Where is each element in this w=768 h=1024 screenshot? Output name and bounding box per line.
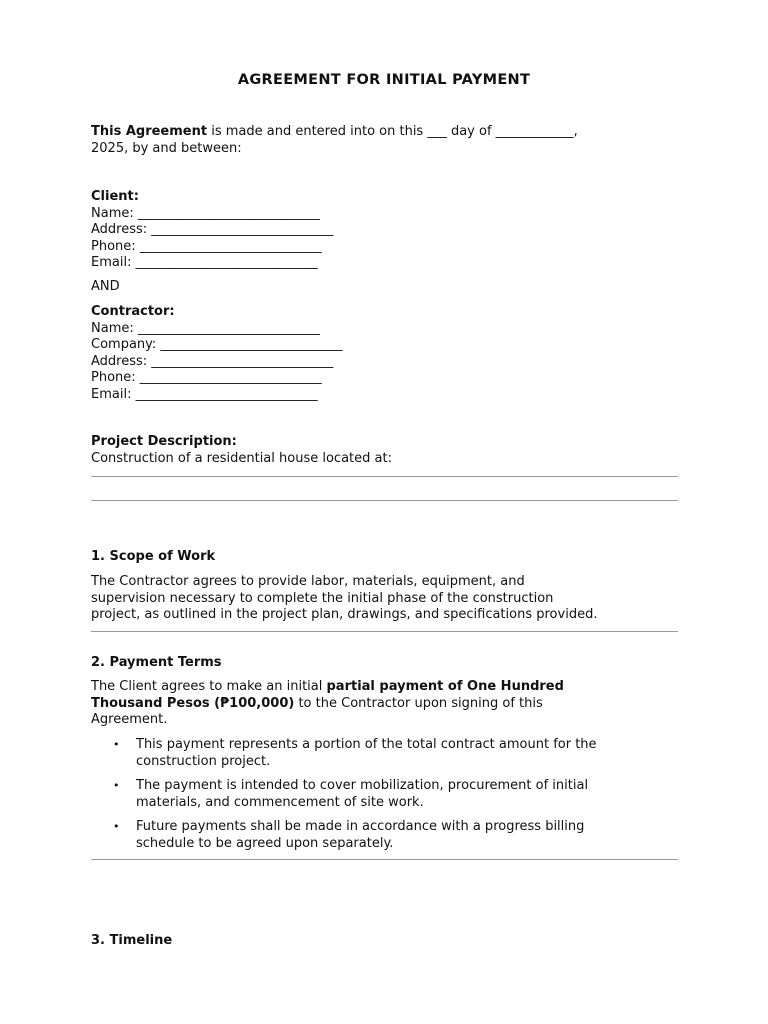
contractor-phone-field: Phone: ____________________________: [91, 370, 322, 385]
intro-paragraph: [91, 124, 681, 157]
contractor-name-field: Name: ____________________________: [91, 320, 320, 336]
address-blank-line-2: [91, 500, 678, 501]
bullet-icon: •: [113, 779, 120, 792]
list-item: [91, 819, 681, 852]
section-divider-1: [91, 631, 678, 632]
bullet-1-line-1: This payment represents a portion of the total contract amount for the: [136, 737, 597, 752]
scope-heading: [91, 549, 681, 566]
scope-paragraph: [91, 574, 681, 624]
client-email-field: Email: ____________________________: [91, 255, 318, 270]
section-divider-2: [91, 859, 678, 860]
document-title: AGREEMENT FOR INITIAL PAYMENT: [237, 72, 531, 88]
payment-line1-bold: partial payment of One Hundred: [326, 679, 564, 694]
list-item: [91, 737, 681, 770]
contractor-address-field: Address: ____________________________: [91, 353, 334, 369]
contractor-section: [91, 304, 681, 403]
bullet-icon: •: [113, 820, 120, 833]
intro-text-2: 2025, by and between:: [91, 140, 242, 156]
project-section: [91, 434, 681, 467]
client-name-field: Name: ____________________________: [91, 205, 320, 221]
project-heading: Project Description:: [91, 434, 237, 449]
scope-heading-text: 1. Scope of Work: [91, 549, 216, 564]
payment-heading-text: 2. Payment Terms: [91, 655, 222, 670]
project-text: Construction of a residential house located at:: [91, 450, 392, 466]
bullet-2-line-2: materials, and commencement of site work.: [136, 794, 424, 810]
scope-line-2: supervision necessary to complete the initial phase of the construction: [91, 590, 554, 606]
bullet-1-line-2: construction project.: [136, 753, 271, 769]
payment-line1-pre: The Client agrees to make an initial: [91, 679, 327, 694]
and-label: AND: [91, 279, 120, 294]
scope-line-1: The Contractor agrees to provide labor, materials, equipment, and: [91, 574, 525, 589]
client-phone-field: Phone: ____________________________: [91, 238, 322, 254]
contractor-email-field: Email: ____________________________: [91, 386, 318, 402]
payment-heading: [91, 655, 681, 672]
payment-line2-post: to the Contractor upon signing of this: [294, 695, 543, 711]
bullet-icon: •: [113, 738, 120, 751]
scope-line-3: project, as outlined in the project plan, drawings, and specifications provided.: [91, 607, 598, 622]
client-section: [91, 189, 681, 272]
bullet-3-line-1: Future payments shall be made in accordance with a progress billing: [136, 819, 585, 834]
payment-bullet-list: [91, 737, 681, 860]
intro-text-1: is made and entered into on this ___ day of ____________,: [207, 124, 578, 139]
contractor-company-field: Company: ____________________________: [91, 337, 343, 352]
timeline-heading: [91, 933, 681, 950]
bullet-2-line-1: The payment is intended to cover mobilization, procurement of initial: [136, 778, 589, 793]
client-address-field: Address: ____________________________: [91, 222, 334, 237]
payment-amount: Thousand Pesos (₱100,000): [91, 695, 295, 711]
client-heading: Client:: [91, 189, 139, 204]
intro-bold: This Agreement: [91, 124, 208, 139]
bullet-3-line-2: schedule to be agreed upon separately.: [136, 835, 394, 851]
address-blank-line-1: [91, 476, 678, 477]
list-item: [91, 778, 681, 811]
payment-line3: Agreement.: [91, 712, 168, 727]
payment-paragraph: [91, 679, 681, 729]
timeline-heading-text: 3. Timeline: [91, 933, 173, 948]
contractor-heading: Contractor:: [91, 304, 175, 319]
